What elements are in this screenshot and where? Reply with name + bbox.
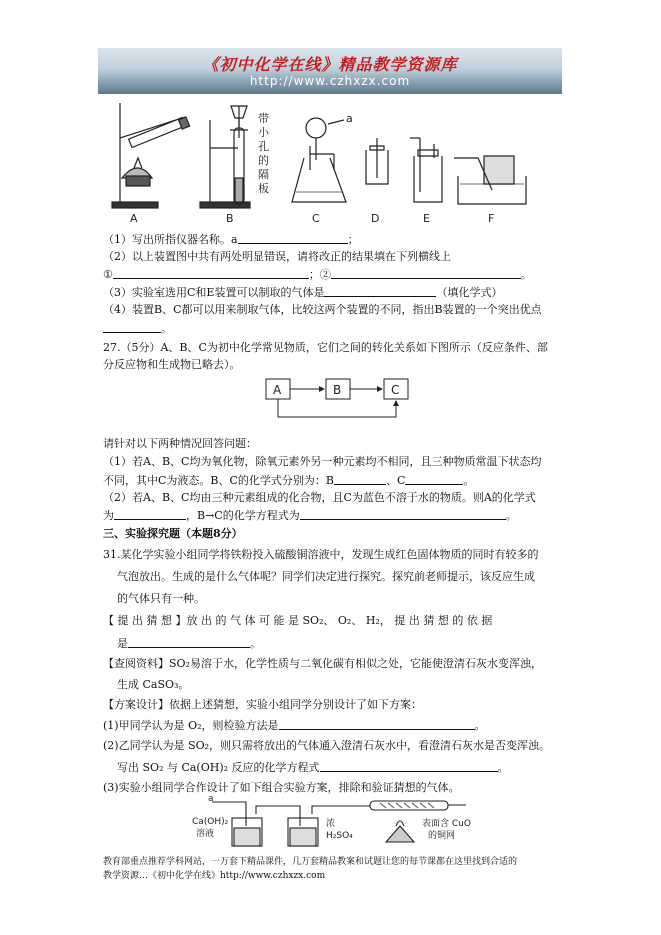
- side-note-2: 小: [258, 126, 269, 139]
- apparatus-figure: [98, 98, 562, 228]
- q-line-1-end: ；: [347, 233, 359, 246]
- side-note-1: 带: [258, 112, 269, 125]
- q-line-6-end: 。: [161, 322, 172, 335]
- blank-advantage[interactable]: [103, 321, 161, 333]
- side-note-6: 板: [258, 182, 269, 195]
- q-line-4-a: （3）实验室选用C和E装置可以制取的气体是: [103, 286, 325, 299]
- q31-line-5-b: 。: [250, 637, 261, 650]
- q-line-6: [103, 321, 172, 336]
- blank-a[interactable]: [238, 232, 348, 244]
- side-note-5: 隔: [258, 168, 269, 181]
- q27-line-4: （1）若A、B、C均为氧化物，除氧元素外另一种元素均不相同，且三种物质常温下状态均: [103, 455, 542, 468]
- footer-line-1: 教育部重点推荐学科网站，一万套下精品课件，几万套精品教案和试题让您的每节课都在这里找到合适的: [103, 857, 518, 867]
- node-a: A: [273, 383, 282, 397]
- label-a: a: [208, 796, 214, 804]
- q-line-3-c: 。: [520, 268, 532, 281]
- q31-line-5: [117, 636, 261, 651]
- label-solution: 溶液: [196, 829, 215, 839]
- q31-line-7: 生成 CaSO₃。: [117, 678, 190, 691]
- header-banner: [98, 48, 562, 94]
- q-line-3-a: ①: [103, 268, 113, 281]
- blank-fix-1[interactable]: [113, 267, 309, 279]
- q31-line-8: 【方案设计】依据上述猜想，实验小组同学分别设计了如下方案：: [103, 698, 422, 711]
- apparatus-e: [410, 138, 442, 202]
- apparatus-b: [200, 106, 250, 208]
- q31-line-11-b: 。: [497, 761, 509, 774]
- q31-line-1: 31.某化学实验小组同学将铁粉投入硫酸铜溶液中，发现生成红色固体物质的同时有较多的: [103, 548, 539, 561]
- q-line-2: （2）以上装置图中共有两处明显错误，请将改正的结果填在下列横线上: [103, 250, 451, 263]
- apparatus-f: [454, 156, 526, 204]
- blank-o2-method[interactable]: [279, 718, 475, 730]
- q31-line-2: 气泡放出。生成的是什么气体呢？同学们决定进行探究。探究前老师提示，该反应生成: [117, 570, 535, 583]
- blank-bc-equation[interactable]: [300, 508, 506, 520]
- apparatus-a: [112, 103, 190, 208]
- blank-fix-2[interactable]: [331, 267, 521, 279]
- label-caoh2: Ca(OH)₂: [192, 817, 229, 827]
- arrow-a-c: [278, 399, 396, 417]
- label-cuo-2: 的铜网: [428, 831, 456, 841]
- apparatus-c: [292, 118, 346, 202]
- q31-line-9: [103, 718, 486, 733]
- blank-a-formula[interactable]: [114, 508, 186, 520]
- q27-line-5: [103, 473, 474, 488]
- q31-line-4: 【 提 出 猜 想 】放 出 的 气 体 可 能 是 SO₂、 O₂、 H₂， 提 出 猜 想 的 依 据: [103, 614, 493, 627]
- banner-title: 《初中化学在线》精品教学资源库: [202, 55, 458, 74]
- apparatus-label-d: D: [371, 212, 380, 225]
- side-note-4: 的: [258, 154, 269, 167]
- callout-a: a: [346, 112, 353, 125]
- q-line-4: [103, 285, 502, 300]
- q-line-3: [103, 267, 532, 282]
- q-line-5: （4）装置B、C都可以用来制取气体，比较这两个装置的不同，指出B装置的一个突出优点: [103, 303, 542, 316]
- q31-line-11: [117, 760, 509, 775]
- q27-line-3: 请针对以下两种情况回答问题：: [103, 437, 257, 450]
- q27-flow-diagram: [262, 375, 422, 427]
- q27-line-7: [103, 508, 517, 523]
- label-cuo-1: 表面含 CuO: [422, 819, 471, 829]
- q-line-1: [103, 232, 359, 247]
- q27-line-1: 27.（5分）A、B、C为初中化学常见物质，它们之间的转化关系如下图所示（反应条件、部: [103, 341, 548, 354]
- q-line-4-b: （填化学式）: [436, 286, 503, 299]
- q27-line-6: （2）若A、B、C均由三种元素组成的化合物，且C为蓝色不溶于水的物质。则A的化学式: [103, 491, 536, 504]
- node-c: C: [391, 383, 400, 397]
- q27-line-5-c: 。: [463, 474, 475, 487]
- blank-gas[interactable]: [324, 285, 436, 297]
- q27-line-5-a: 不同，其中C为液态。B、C的化学式分别为：B: [103, 474, 334, 487]
- q27-line-7-c: 。: [505, 509, 517, 522]
- q-line-1-text: （1）写出所指仪器名称。a: [103, 233, 238, 246]
- q31-line-9-b: 。: [474, 719, 486, 732]
- apparatus-label-f: F: [488, 212, 495, 225]
- q31-line-6: 【查阅资料】SO₂易溶于水，化学性质与二氧化碳有相似之处，它能使澄清石灰水变浑浊，: [103, 657, 542, 670]
- apparatus-label-b: B: [226, 212, 234, 225]
- q31-line-11-a: 写出 SO₂ 与 Ca(OH)₂ 反应的化学方程式: [117, 761, 320, 774]
- q27-line-7-b: ，B→C的化学方程式为: [186, 509, 300, 522]
- apparatus-label-a: A: [130, 212, 138, 225]
- node-b: B: [333, 383, 342, 397]
- apparatus-label-e: E: [423, 212, 430, 225]
- side-note-3: 孔: [258, 140, 269, 153]
- heated-tube: [370, 801, 448, 810]
- q31-line-5-a: 是: [117, 637, 128, 650]
- apparatus-d: [366, 138, 388, 184]
- blank-basis[interactable]: [128, 636, 250, 648]
- banner-url[interactable]: http://www.czhxzx.com: [249, 74, 411, 88]
- apparatus-label-c: C: [312, 212, 320, 225]
- section-3-heading: 三、实验探究题（本题8分）: [103, 527, 243, 540]
- label-h2so4: H₂SO₄: [326, 831, 353, 841]
- experiment-setup-figure: [160, 796, 480, 848]
- blank-c-formula[interactable]: [405, 473, 463, 485]
- q31-line-9-a: (1)甲同学认为是 O₂，则检验方法是: [103, 719, 279, 732]
- q-line-3-b: ；②: [308, 268, 331, 281]
- q27-line-5-b: 、C: [386, 474, 406, 487]
- blank-so2-equation[interactable]: [320, 760, 498, 772]
- label-conc: 浓: [326, 819, 336, 829]
- footer-line-2: 教学资源…《初中化学在线》http://www.czhxzx.com: [103, 871, 326, 881]
- q31-line-3: 的气体只有一种。: [117, 592, 205, 605]
- q31-line-12: (3)实验小组同学合作设计了如下组合实验方案，排除和验证猜想的气体。: [103, 781, 460, 794]
- q27-line-7-a: 为: [103, 509, 114, 522]
- blank-b-formula[interactable]: [334, 473, 386, 485]
- q31-line-10: (2)乙同学认为是 SO₂，则只需将放出的气体通入澄清石灰水中，看澄清石灰水是否变浑浊。: [103, 739, 551, 752]
- q27-line-2: 分反应物和生成物已略去）。: [103, 358, 241, 371]
